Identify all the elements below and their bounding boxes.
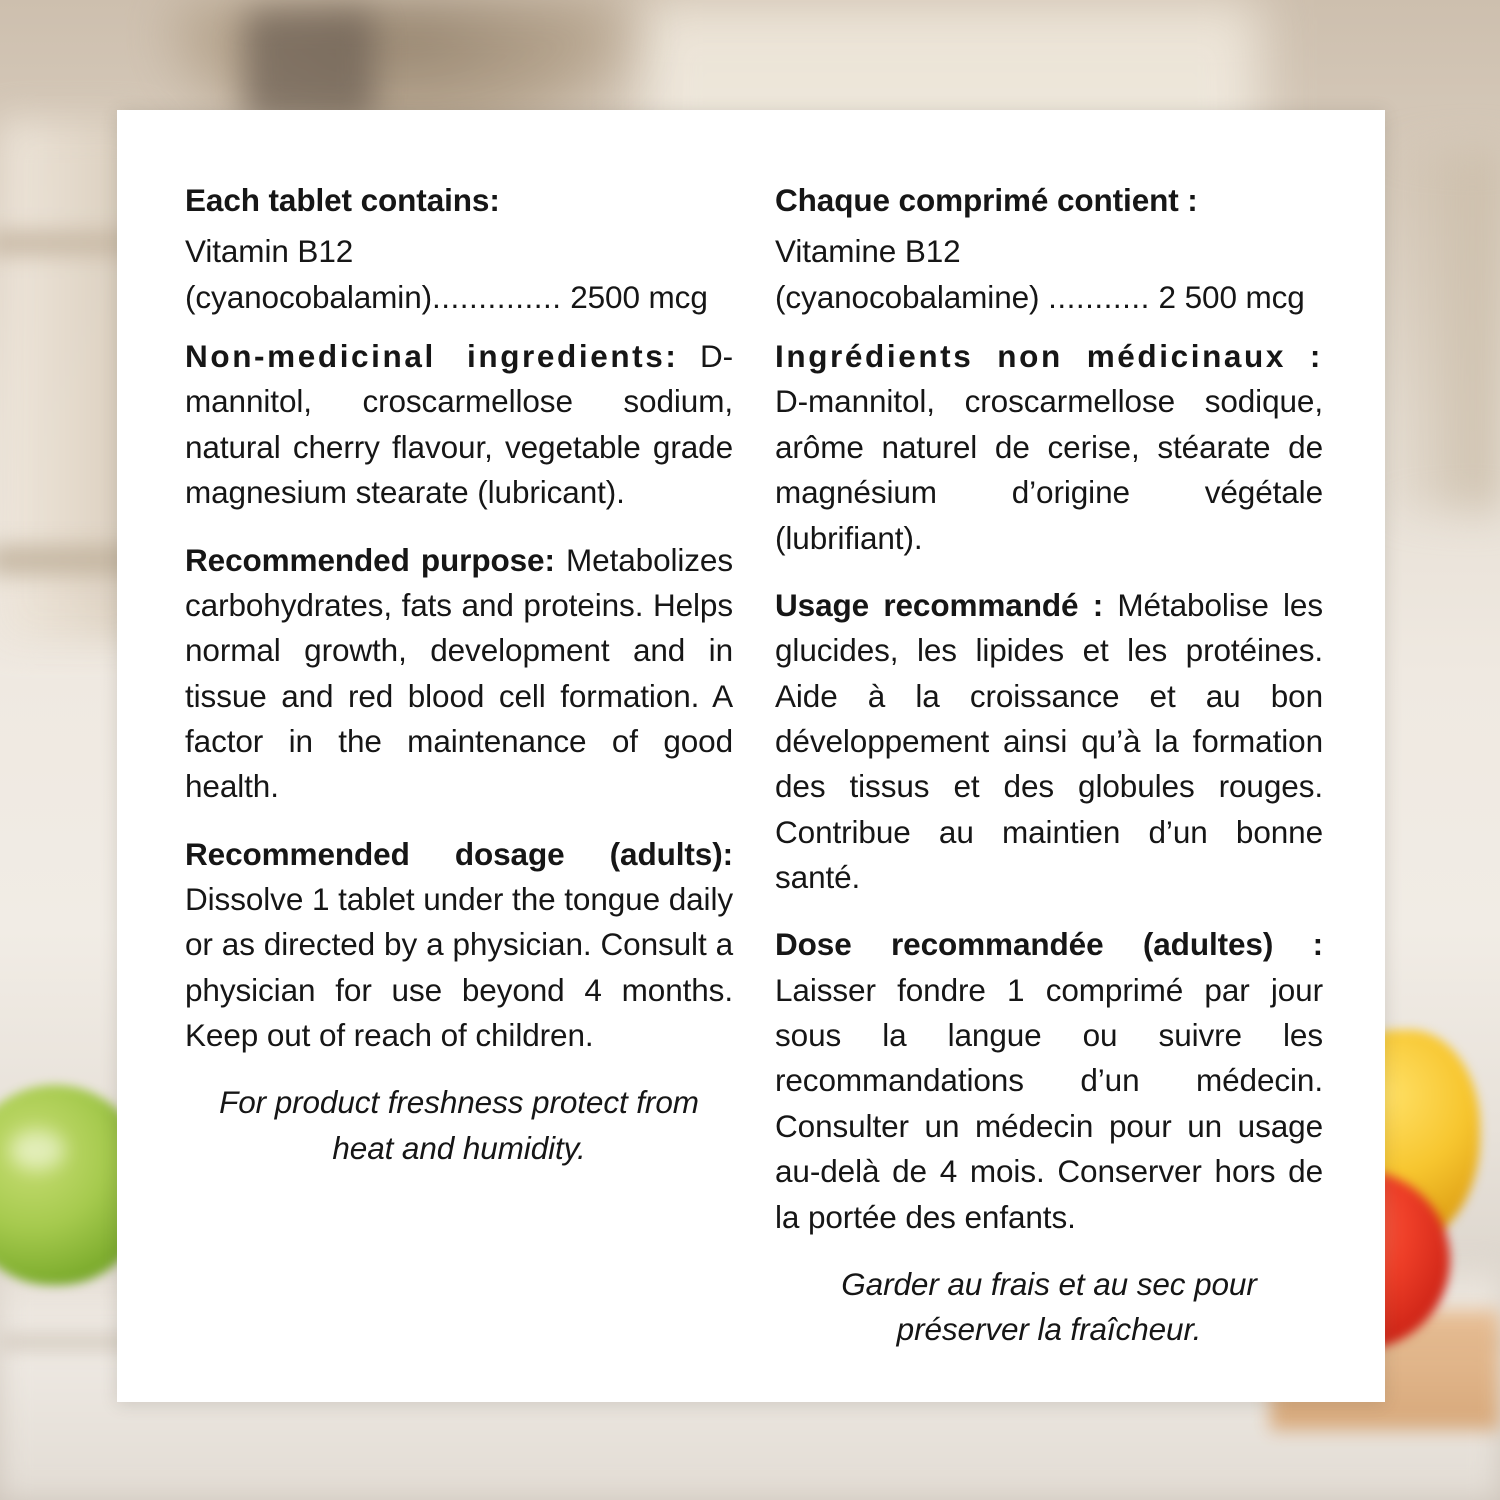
french-medicinal-ingredient: Vitamine B12 (cyanocobalamine) ........... 2 500 mcg [775,233,1305,315]
english-non-medicinal-body: D-mannitol, croscarmellose sodium, natural cherry flavour, vegetable grade magnesium stearate (lubricant). [185,338,733,511]
french-leader-dots: ........... [1048,278,1150,315]
english-non-medicinal [185,334,733,515]
english-purpose-body: Metabolizes carbohydrates, fats and proteins. Helps normal growth, development and in tissue and red blood cell formation. A factor in the maintenance of good health. [185,541,734,805]
english-dosage-body: Dissolve 1 tablet under the tongue daily or as directed by a physician. Consult a physician for use beyond 4 months. Keep out of reach of children. [185,881,733,1054]
english-column [185,178,733,1375]
french-ingredient-amount: 2 500 mcg [1158,278,1305,315]
english-freshness-note: For product freshness protect from heat and humidity. [219,1084,699,1166]
english-each-tablet-heading: Each tablet contains: [185,182,500,218]
product-label-panel [117,110,1385,1402]
french-freshness-note: Garder au frais et au sec pour préserver la fraîcheur. [841,1265,1257,1348]
english-medicinal-ingredient: Vitamin B12 (cyanocobalamin).............. 2500 mcg [185,233,708,315]
french-column [775,178,1323,1375]
label-columns [185,178,1327,1375]
french-purpose [775,583,1323,901]
french-purpose-body: Métabolise les glucides, les lipides et les protéines. Aide à la croissance et au bon développement ainsi qu’à la formation des tissus et des globules rouges. Contribue au maintien d’un bonne santé. [775,586,1323,896]
french-non-medicinal-heading: Ingrédients non médicinaux : [775,338,1323,375]
english-purpose [185,538,733,810]
french-non-medicinal [775,334,1323,561]
english-dosage [185,832,733,1059]
english-non-medicinal-heading: Non-medicinal ingredients: [185,338,679,375]
french-dosage-body: Laisser fondre 1 comprimé par jour sous la langue ou suivre les recommandations d’un médecin. Consulter un médecin pour un usage au-delà de 4 mois. Conserver hors de la portée des enfants. [775,971,1323,1235]
french-each-tablet-heading: Chaque comprimé contient : [775,182,1198,218]
right-wall-shadow [1380,150,1500,510]
english-purpose-heading: Recommended purpose: [185,541,555,578]
french-purpose-heading: Usage recommandé : [775,586,1104,623]
french-non-medicinal-body: D-mannitol, croscarmellose sodique, arôme naturel de cerise, stéarate de magnésium d’origine végétale (lubrifiant). [775,383,1323,556]
french-dosage-heading: Dose recommandée (adultes) : [775,926,1323,963]
pot-blur [245,10,375,120]
french-dosage [775,922,1323,1240]
apple-highlight [10,1130,65,1170]
english-ingredient-amount: 2500 mcg [570,278,708,315]
english-leader-dots: .............. [432,278,562,315]
english-dosage-heading: Recommended dosage (adults): [185,835,733,872]
